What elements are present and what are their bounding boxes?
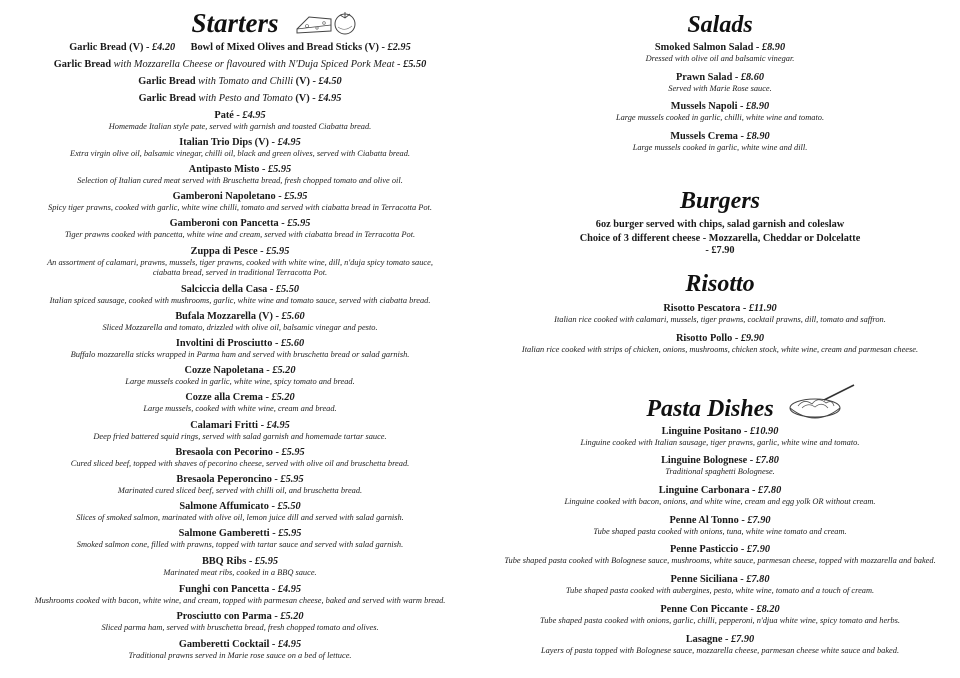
- burger-description: [480, 219, 960, 257]
- menu-item-description: Marinated cured sliced beef, served with chilli oil, and bruschetta bread.: [117, 486, 363, 495]
- menu-item-price: £7.90: [747, 515, 771, 526]
- menu-item-price: £5.20: [280, 611, 304, 622]
- menu-item: [480, 333, 960, 355]
- menu-item-price: £4.95: [318, 93, 342, 104]
- garlic-bread-row: [0, 42, 480, 54]
- menu-item-description: Sliced Mozzarella and tomato, drizzled with olive oil, balsamic vinegar and pesto.: [102, 323, 378, 332]
- menu-item-price: £4.95: [277, 639, 302, 650]
- menu-item-description-continued: ciabatta bread, served in traditional Terracotta Pot.: [152, 268, 328, 277]
- menu-item-price: £5.95: [268, 164, 292, 175]
- menu-item-suffix: (V) -: [295, 93, 319, 104]
- menu-item-price: £7.80: [755, 455, 779, 466]
- menu-item-description: Traditional spaghetti Bolognese.: [665, 467, 775, 476]
- menu-item-name: Italian Trio Dips (V) -: [179, 137, 278, 148]
- menu-item-price: £5.60: [280, 338, 305, 349]
- menu-item: [0, 501, 480, 523]
- cheese-and-tomato-icon: [295, 9, 361, 37]
- menu-item: [480, 72, 960, 94]
- menu-item-price: £5.95: [278, 528, 302, 539]
- menu-item: [0, 338, 480, 360]
- menu-item: [480, 455, 960, 477]
- menu-item-name: Risotto Pescatora -: [663, 303, 749, 314]
- menu-item: [0, 584, 480, 606]
- menu-item-price: £8.20: [756, 604, 780, 615]
- menu-item-inline-desc: with Mozzarella Cheese or flavoured with N'Duja Spiced Pork Meat -: [111, 59, 404, 70]
- menu-item-name: Smoked Salmon Salad -: [654, 42, 762, 53]
- pasta-title: Pasta Dishes: [646, 396, 774, 422]
- menu-item-description: Tube shaped pasta cooked with Bolognese sauce, mushrooms, white sauce, parmesan cheese, topped with mozzarella and baked.: [504, 556, 936, 565]
- menu-item-name: Lasagne -: [685, 634, 732, 645]
- risotto-title: Risotto: [685, 271, 755, 297]
- menu-item-price: £4.95: [277, 584, 302, 595]
- menu-item-suffix: (V) -: [295, 76, 319, 87]
- garlic-bread-mozzarella-row: [0, 59, 480, 71]
- menu-item-name: Risotto Pollo -: [675, 333, 741, 344]
- menu-item-name: Linguine Carbonara -: [658, 485, 759, 496]
- burger-line-1: 6oz burger served with chips, salad garnish and coleslaw: [595, 219, 845, 230]
- menu-item: [480, 515, 960, 537]
- menu-item-price: £4.50: [318, 76, 342, 87]
- pasta-bowl-icon: [788, 382, 860, 424]
- menu-item: [0, 137, 480, 159]
- menu-item-price: £5.95: [287, 218, 311, 229]
- menu-item-name: Paté -: [214, 110, 243, 121]
- menu-item-description: Slices of smoked salmon, marinated with olive oil, lemon juice dill and served with salad garnish.: [76, 513, 404, 522]
- menu-item: [480, 634, 960, 656]
- menu-item-price: £8.90: [761, 42, 786, 53]
- menu-item-name: Cozze Napoletana -: [184, 365, 273, 376]
- menu-item-description: Large mussels, cooked with white wine, cream and bread.: [143, 404, 337, 413]
- menu-item-name: Mussels Crema -: [670, 131, 747, 142]
- menu-item-description: Large mussels cooked in garlic, chilli, white wine and tomato.: [615, 113, 825, 122]
- menu-item: [0, 639, 480, 661]
- menu-item-name: Involtini di Prosciutto -: [175, 338, 281, 349]
- menu-item: [0, 191, 480, 213]
- olives-price: £2.95: [387, 42, 411, 53]
- menu-item-name: Antipasto Misto -: [188, 164, 269, 175]
- menu-item-description: Buffalo mozzarella sticks wrapped in Parma ham and served with bruschetta bread or salad garnish.: [70, 350, 410, 359]
- menu-item-name: Penne Siciliana -: [670, 574, 747, 585]
- menu-item-name: Bresaola con Pecorino -: [175, 447, 282, 458]
- olives-name: Bowl of Mixed Olives and Bread Sticks (V) -: [190, 42, 388, 53]
- menu-item-name: Gamberetti Cocktail -: [178, 639, 278, 650]
- menu-item-name: Penne Pasticcio -: [669, 544, 747, 555]
- menu-item-price: £7.90: [731, 634, 755, 645]
- garlic-bread-name: Garlic Bread (V) -: [69, 42, 153, 53]
- menu-item-name: Bresaola Peperoncino -: [176, 474, 281, 485]
- menu-item-description: Tiger prawns cooked with pancetta, white wine and cream, served with ciabatta bread in Terracotta Pot.: [64, 230, 416, 239]
- menu-item-price: £10.90: [750, 426, 779, 437]
- menu-item-name: Prawn Salad -: [675, 72, 741, 83]
- menu-item-price: £8.90: [746, 131, 770, 142]
- salads-title: Salads: [687, 12, 753, 38]
- menu-item-name: Cozze alla Crema -: [185, 392, 272, 403]
- menu-item-description: Marinated meat ribs, cooked in a BBQ sauce.: [163, 568, 317, 577]
- menu-item: [0, 246, 480, 278]
- menu-item-description: Dressed with olive oil and balsamic vinegar.: [645, 54, 795, 63]
- menu-item-description: Sliced parma ham, served with bruschetta bread, fresh chopped tomato and olives.: [101, 623, 379, 632]
- menu-item-price: £4.95: [266, 420, 290, 431]
- menu-item: [0, 164, 480, 186]
- menu-item-description: Large mussels cooked in garlic, white wine, spicy tomato and bread.: [125, 377, 355, 386]
- menu-item: [0, 474, 480, 496]
- menu-item: [480, 303, 960, 325]
- menu-item-inline-desc: with Tomato and Chilli: [195, 76, 296, 87]
- menu-item-name: Linguine Positano -: [661, 426, 751, 437]
- menu-item: [480, 604, 960, 626]
- menu-item-price: £5.50: [403, 59, 427, 70]
- menu-item-description: Italian rice cooked with strips of chicken, onions, mushrooms, chicken stock, white wine, cream and parmesan cheese.: [521, 345, 919, 354]
- menu-item-name: Bufala Mozzarella (V) -: [175, 311, 282, 322]
- menu-item-description: Deep fried battered squid rings, served with salad garnish and homemade tartar sauce.: [93, 432, 387, 441]
- menu-item: [480, 426, 960, 448]
- menu-item-name: Penne Con Piccante -: [660, 604, 757, 615]
- burgers-title: Burgers: [679, 188, 761, 214]
- menu-item-description: Served with Marie Rose sauce.: [668, 84, 772, 93]
- menu-item-price: £5.95: [284, 191, 308, 202]
- garlic-bread-price: £4.20: [152, 42, 176, 53]
- menu-item-price: £9.90: [740, 333, 765, 344]
- menu-item-name: Salmone Gamberetti -: [178, 528, 279, 539]
- starters-title: Starters: [191, 8, 279, 38]
- burger-line-2: Choice of 3 different cheese - Mozzarella, Cheddar or Dolcelatte: [579, 233, 861, 244]
- menu-item-name: Zuppa di Pesce -: [190, 246, 267, 257]
- menu-item-description: Homemade Italian style pate, served with garnish and toasted Ciabatta bread.: [108, 122, 372, 131]
- menu-item-name: Salciccia della Casa -: [180, 284, 276, 295]
- menu-item-description: Tube shaped pasta cooked with onions, tuna, white wine tomato and cream.: [593, 527, 847, 536]
- menu-item-description: Smoked salmon cone, filled with prawns, topped with tartar sauce and served with salad garnish.: [76, 540, 404, 549]
- menu-item: [0, 311, 480, 333]
- starters-header: [0, 10, 480, 37]
- menu-item-price: £8.90: [746, 101, 770, 112]
- menu-item-price: £5.50: [275, 284, 300, 295]
- menu-item-name: Funghi con Pancetta -: [178, 584, 278, 595]
- menu-item: [0, 365, 480, 387]
- menu-item-description: Traditional prawns served in Marie rose sauce on a bed of lettuce.: [128, 651, 352, 660]
- menu-item-name: BBQ Ribs -: [201, 556, 255, 567]
- menu-item-description: Linguine cooked with Italian sausage, tiger prawns, garlic, white wine and tomato.: [580, 438, 860, 447]
- menu-item-description: Italian rice cooked with calamari, mussels, tiger prawns, cocktail prawns, dill, tomato and saffron.: [554, 315, 886, 324]
- menu-item: [0, 392, 480, 414]
- menu-item: [480, 42, 960, 64]
- menu-item-name: Garlic Bread: [53, 59, 112, 70]
- menu-item: [480, 131, 960, 153]
- menu-item: [0, 556, 480, 578]
- menu-item-name: Gamberoni Napoletano -: [172, 191, 285, 202]
- menu-item-description: Cured sliced beef, topped with shaves of pecorino cheese, served with olive oil and bruschetta bread.: [70, 459, 410, 468]
- garlic-bread-pesto-row: [0, 93, 480, 105]
- menu-item-price: £4.95: [242, 110, 266, 121]
- menu-item: [0, 218, 480, 240]
- menu-item-description: Large mussels cooked in garlic, white wine and dill.: [632, 143, 808, 152]
- menu-item-price: £5.95: [266, 246, 290, 257]
- menu-item: [0, 611, 480, 633]
- menu-item-description: Layers of pasta topped with Bolognese sauce, mozzarella cheese, parmesan cheese white sauce and baked.: [540, 646, 900, 655]
- menu-item: [0, 110, 480, 132]
- menu-item-name: Garlic Bread: [138, 76, 196, 87]
- menu-item-name: Mussels Napoli -: [670, 101, 747, 112]
- menu-item-name: Salmone Affumicato -: [179, 501, 278, 512]
- menu-item-price: £7.80: [758, 485, 782, 496]
- menu-item-description: Tube shaped pasta cooked with onions, garlic, chilli, pepperoni, n'djua white wine, spicy tomato and herbs.: [540, 616, 900, 625]
- menu-item: [480, 574, 960, 596]
- menu-item: [0, 447, 480, 469]
- menu-item-description: Linguine cooked with bacon, onions, and white wine, cream and egg yolk OR without cream.: [564, 497, 876, 506]
- menu-item: [480, 544, 960, 566]
- menu-item-price: £5.20: [271, 392, 295, 403]
- menu-item-price: £7.80: [746, 574, 770, 585]
- menu-item-inline-desc: with Pesto and Tomato: [195, 93, 296, 104]
- menu-item-price: £8.60: [740, 72, 765, 83]
- menu-item-description: An assortment of calamari, prawns, mussels, tiger prawns, cooked with white wine, dill, n'duja spicy tomato sauce,: [47, 258, 433, 267]
- menu-item-name: Gamberoni con Pancetta -: [169, 218, 288, 229]
- menu-item-price: £11.90: [748, 303, 777, 314]
- menu-item-description: Selection of Italian cured meat served with Bruschetta bread, fresh chopped tomato and olive oil.: [77, 176, 403, 185]
- menu-item: [0, 528, 480, 550]
- menu-item: [480, 485, 960, 507]
- menu-item-name: Garlic Bread: [138, 93, 196, 104]
- menu-item-description: Spicy tiger prawns, cooked with garlic, white wine chilli, tomato and served with ciabatta bread in Terracotta Pot.: [48, 203, 432, 212]
- menu-item-price: £5.50: [277, 501, 301, 512]
- menu-item: [480, 101, 960, 123]
- menu-item-price: £5.95: [281, 447, 305, 458]
- menu-item: [0, 284, 480, 306]
- menu-item-name: Penne Al Tonno -: [669, 515, 748, 526]
- menu-item-description: Tube shaped pasta cooked with aubergines, pesto, white wine, tomato and a touch of cream.: [565, 586, 875, 595]
- burger-price: - £7.90: [705, 245, 735, 256]
- menu-item-name: Calamari Fritti -: [190, 420, 267, 431]
- menu-item-price: £5.95: [280, 474, 304, 485]
- menu-item-price: £5.20: [272, 365, 296, 376]
- menu-item: [0, 420, 480, 442]
- garlic-bread-tomato-row: [0, 76, 480, 88]
- menu-item-description: Extra virgin olive oil, balsamic vinegar, chilli oil, black and green olives, served with Ciabatta bread.: [69, 149, 411, 158]
- menu-item-description: Mushrooms cooked with bacon, white wine, and cream, topped with parmesan cheese, baked and served with warm bread.: [34, 596, 446, 605]
- menu-item-price: £4.95: [277, 137, 301, 148]
- menu-item-name: Prosciutto con Parma -: [176, 611, 281, 622]
- menu-item-description: Italian spiced sausage, cooked with mushrooms, garlic, white wine and tomato sauce, served with ciabatta bread.: [49, 296, 431, 305]
- menu-item-price: £5.95: [254, 556, 279, 567]
- menu-item-price: £5.60: [281, 311, 305, 322]
- menu-item-name: Linguine Bolognese -: [661, 455, 756, 466]
- menu-item-price: £7.90: [746, 544, 771, 555]
